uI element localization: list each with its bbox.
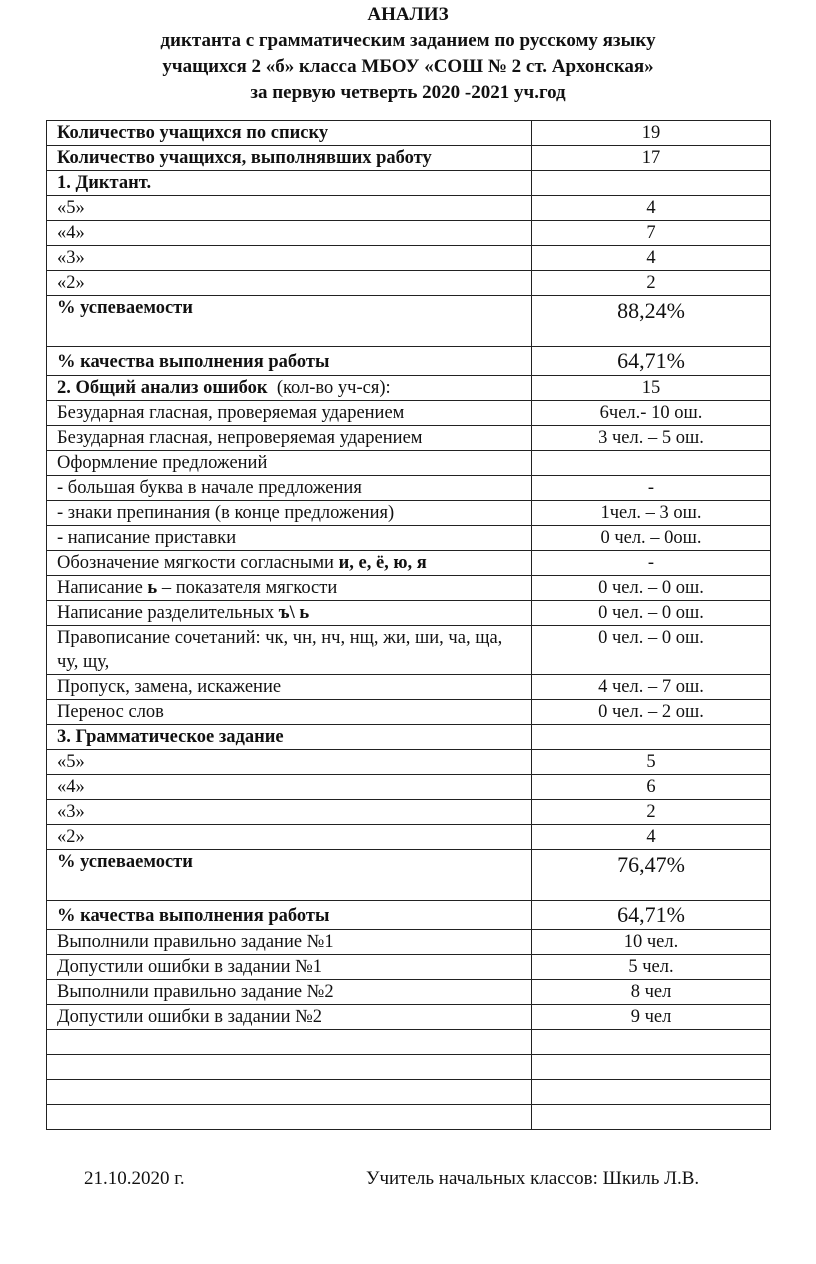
row-value: 15 — [532, 376, 771, 401]
row-label-bold: и, е, ё, ю, я — [338, 553, 427, 573]
row-label: 1. Диктант. — [47, 171, 532, 196]
table-row — [47, 451, 771, 476]
row-label: - большая буква в начале предложения — [47, 476, 532, 501]
row-value: - — [532, 551, 771, 576]
table-row — [47, 980, 771, 1005]
empty-cell — [47, 1105, 532, 1130]
row-label: «2» — [47, 825, 532, 850]
row-label-bold: ь — [147, 578, 158, 598]
row-value — [532, 451, 771, 476]
row-label: Пропуск, замена, искажение — [47, 675, 532, 700]
table-row — [47, 850, 771, 901]
row-value: 17 — [532, 146, 771, 171]
title-line-1: АНАЛИЗ — [367, 4, 449, 25]
row-value: 4 — [532, 246, 771, 271]
row-label-bold: 2. Общий анализ ошибок — [57, 378, 268, 398]
row-value: 88,24% — [532, 296, 771, 347]
row-value: 5 чел. — [532, 955, 771, 980]
row-value: 0 чел. – 0 ош. — [532, 601, 771, 626]
table-row — [47, 601, 771, 626]
row-label: Правописание сочетаний: чк, чн, нч, нщ, жи, ши, ча, ща, чу, щу, — [47, 626, 532, 675]
row-label-rest: – показателя мягкости — [157, 578, 338, 598]
row-value: 9 чел — [532, 1005, 771, 1030]
empty-row — [47, 1080, 771, 1105]
section-header-grammar — [47, 725, 771, 750]
row-label: Количество учащихся по списку — [47, 121, 532, 146]
row-label: Оформление предложений — [47, 451, 532, 476]
table-row — [47, 196, 771, 221]
row-value: - — [532, 476, 771, 501]
row-value: 64,71% — [532, 901, 771, 930]
empty-cell — [47, 1080, 532, 1105]
table-row — [47, 955, 771, 980]
title-line-4: за первую четверть 2020 -2021 уч.год — [250, 82, 566, 103]
row-label — [47, 376, 532, 401]
table-row — [47, 246, 771, 271]
row-label: «2» — [47, 271, 532, 296]
row-label — [47, 576, 532, 601]
row-label: Безударная гласная, проверяемая ударением — [47, 401, 532, 426]
row-value: 0 чел. – 0 ош. — [532, 626, 771, 675]
row-label: % качества выполнения работы — [47, 347, 532, 376]
row-label: - написание приставки — [47, 526, 532, 551]
row-value: 2 — [532, 800, 771, 825]
row-value: 19 — [532, 121, 771, 146]
title-line-3: учащихся 2 «б» класса МБОУ «СОШ № 2 ст. Архонская» — [162, 56, 654, 77]
empty-cell — [532, 1080, 771, 1105]
row-label: - знаки препинания (в конце предложения) — [47, 501, 532, 526]
row-label: Выполнили правильно задание №1 — [47, 930, 532, 955]
table-row — [47, 576, 771, 601]
row-value: 0 чел. – 0 ош. — [532, 576, 771, 601]
row-label: Количество учащихся, выполнявших работу — [47, 146, 532, 171]
table-row — [47, 426, 771, 451]
table-row — [47, 700, 771, 725]
table-row — [47, 296, 771, 347]
analysis-table — [46, 120, 771, 1130]
row-label: % качества выполнения работы — [47, 901, 532, 930]
empty-cell — [47, 1030, 532, 1055]
row-label: «3» — [47, 246, 532, 271]
row-label-start: Написание разделительных — [57, 603, 279, 623]
row-value — [532, 725, 771, 750]
row-label: Выполнили правильно задание №2 — [47, 980, 532, 1005]
table-row — [47, 551, 771, 576]
row-value: 76,47% — [532, 850, 771, 901]
row-label: «4» — [47, 775, 532, 800]
footer-date: 21.10.2020 г. — [84, 1168, 185, 1189]
row-label-bold: ъ\ ь — [278, 603, 310, 623]
row-label-start: Обозначение мягкости согласными — [57, 553, 339, 573]
row-label: «5» — [47, 196, 532, 221]
row-value: 10 чел. — [532, 930, 771, 955]
empty-cell — [532, 1105, 771, 1130]
row-label: «4» — [47, 221, 532, 246]
table-row — [47, 146, 771, 171]
table-row — [47, 526, 771, 551]
row-value: 1чел. – 3 ош. — [532, 501, 771, 526]
row-value: 0 чел. – 0ош. — [532, 526, 771, 551]
row-label: 3. Грамматическое задание — [47, 725, 532, 750]
table-row — [47, 1005, 771, 1030]
row-value: 0 чел. – 2 ош. — [532, 700, 771, 725]
empty-row — [47, 1105, 771, 1130]
row-value: 4 — [532, 825, 771, 850]
row-value: 5 — [532, 750, 771, 775]
title-line-2: диктанта с грамматическим заданием по русскому языку — [160, 30, 656, 51]
table-row — [47, 901, 771, 930]
row-label: «3» — [47, 800, 532, 825]
row-label-start: Написание — [57, 578, 148, 598]
table-row — [47, 476, 771, 501]
table-row — [47, 750, 771, 775]
footer-teacher-signature: Учитель начальных классов: Шкиль Л.В. — [366, 1168, 700, 1189]
row-label — [47, 551, 532, 576]
table-row — [47, 271, 771, 296]
table-row — [47, 675, 771, 700]
table-row — [47, 221, 771, 246]
table-row — [47, 121, 771, 146]
row-value: 6 — [532, 775, 771, 800]
row-value: 4 чел. – 7 ош. — [532, 675, 771, 700]
table-row — [47, 800, 771, 825]
table-row — [47, 825, 771, 850]
row-value: 6чел.- 10 ош. — [532, 401, 771, 426]
row-value: 2 — [532, 271, 771, 296]
row-value: 3 чел. – 5 ош. — [532, 426, 771, 451]
row-value: 8 чел — [532, 980, 771, 1005]
document-title — [0, 2, 816, 106]
row-label: Допустили ошибки в задании №2 — [47, 1005, 532, 1030]
table-row — [47, 930, 771, 955]
table-row — [47, 401, 771, 426]
row-value: 4 — [532, 196, 771, 221]
row-value: 7 — [532, 221, 771, 246]
section-header-dictation — [47, 171, 771, 196]
table-row — [47, 626, 771, 675]
row-label: «5» — [47, 750, 532, 775]
row-value: 64,71% — [532, 347, 771, 376]
row-label: Безударная гласная, непроверяемая ударением — [47, 426, 532, 451]
table-row — [47, 775, 771, 800]
empty-cell — [532, 1055, 771, 1080]
empty-cell — [47, 1055, 532, 1080]
table-row — [47, 347, 771, 376]
section-header-errors — [47, 376, 771, 401]
row-label: % успеваемости — [47, 850, 532, 901]
empty-cell — [532, 1030, 771, 1055]
row-label: % успеваемости — [47, 296, 532, 347]
table-row — [47, 501, 771, 526]
row-label: Допустили ошибки в задании №1 — [47, 955, 532, 980]
row-label — [47, 601, 532, 626]
row-label: Перенос слов — [47, 700, 532, 725]
row-value — [532, 171, 771, 196]
empty-row — [47, 1030, 771, 1055]
row-label-rest: (кол-во уч-ся): — [267, 378, 391, 398]
empty-row — [47, 1055, 771, 1080]
